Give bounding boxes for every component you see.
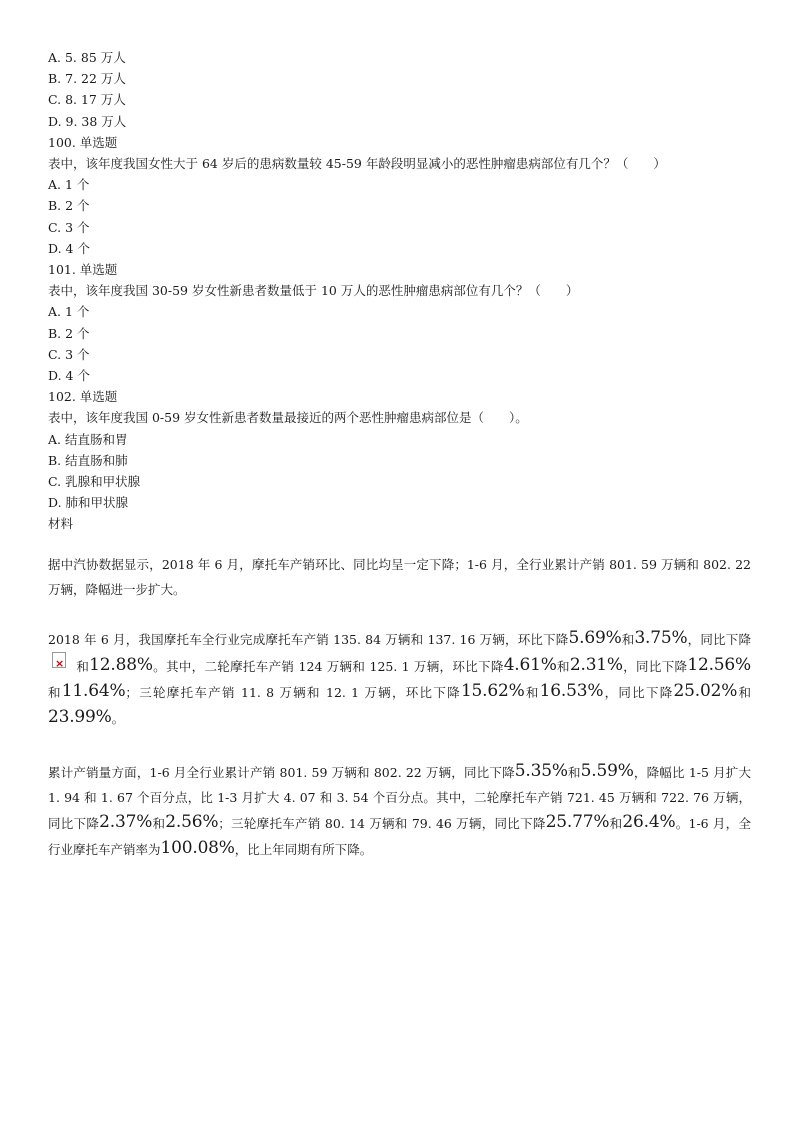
p2-text: 。其中，二轮摩托车产销 124 万辆和 125. 1 万辆，环比下降 (152, 658, 504, 674)
p3-text: 和 (152, 815, 166, 831)
p2-text: ，同比下降 (603, 684, 674, 700)
q102-option-c: C. 乳腺和甲状腺 (48, 474, 141, 490)
q102-option-d: D. 肺和甲状腺 (48, 495, 129, 511)
p2-text: 和 (48, 684, 62, 700)
p3-value: 2.56% (165, 811, 219, 832)
question-102-header: 102. 单选题 (48, 389, 118, 405)
p2-value: 5.69% (568, 627, 622, 648)
material-label: 材料 (48, 516, 74, 532)
p3-value: 100.08% (160, 837, 235, 858)
q101-option-d: D. 4 个 (48, 368, 90, 384)
option-b: B. 7. 22 万人 (48, 71, 126, 87)
p3-text: 累计产销量方面，1-6 月全行业累计产销 801. 59 万辆和 802. 22 万辆，同比下降 (48, 764, 515, 780)
question-101-header: 101. 单选题 (48, 262, 118, 278)
option-d: D. 9. 38 万人 (48, 113, 127, 129)
option-c: C. 8. 17 万人 (48, 92, 126, 108)
p3-text: ；三轮摩托车产销 80. 14 万辆和 79. 46 万辆，同比下降 (218, 815, 546, 831)
p2-text: ，同比下降 (622, 658, 688, 674)
p2-value: 12.88% (89, 654, 153, 675)
p2-value: 12.56% (687, 654, 751, 675)
material-paragraph-3 (48, 759, 751, 862)
p3-text: 。1-6 月，全行业摩托车产销率为 (48, 815, 751, 857)
q100-option-b: B. 2 个 (48, 198, 90, 214)
p2-value: 16.53% (539, 680, 604, 701)
p2-text: ；三轮摩托车产销 11. 8 万辆和 12. 1 万辆，环比下降 (125, 684, 461, 700)
p3-value: 26.4% (622, 811, 676, 832)
p2-value: 11.64% (61, 680, 126, 701)
p2-text: 和 (737, 684, 751, 700)
p2-text: 和 (621, 631, 635, 647)
p3-value: 5.59% (580, 760, 634, 781)
p2-value: 3.75% (634, 627, 688, 648)
p2-value: 15.62% (460, 680, 525, 701)
material-paragraph-2 (48, 626, 751, 731)
p2-value: 23.99% (48, 706, 112, 727)
material-paragraph-1: 据中汽协数据显示，2018 年 6 月，摩托车产销环比、同比均呈一定下降；1-6 月，全行业累计产销 801. 59 万辆和 802. 22 万辆，降幅进一步扩大。 (48, 556, 751, 597)
p3-text: 和 (609, 815, 623, 831)
q100-option-d: D. 4 个 (48, 240, 90, 256)
q101-option-a: A. 1 个 (48, 304, 90, 320)
question-101-text: 表中，该年度我国 30-59 岁女性新患者数量低于 10 万人的恶性肿瘤患病部位有几个？（ ） (48, 283, 579, 299)
q101-option-c: C. 3 个 (48, 346, 90, 362)
p2-text: 和 (556, 658, 570, 674)
question-100-header: 100. 单选题 (48, 134, 118, 150)
p2-value: 2.31% (569, 654, 623, 675)
q100-option-c: C. 3 个 (48, 219, 90, 235)
question-100-text: 表中，该年度我国女性大于 64 岁后的患病数量较 45-59 年龄段明显减小的恶性肿瘤患病部位有几个？（ ） (48, 156, 666, 172)
p3-text: 和 (567, 764, 581, 780)
question-102-text: 表中，该年度我国 0-59 岁女性新患者数量最接近的两个恶性肿瘤患病部位是（ ）。 (48, 410, 528, 426)
p2-text: ，同比下降 (687, 631, 751, 647)
p3-value: 2.37% (99, 811, 153, 832)
q102-option-a: A. 结直肠和胃 (48, 431, 128, 447)
p3-value: 5.35% (514, 760, 568, 781)
p2-text: 2018 年 6 月，我国摩托车全行业完成摩托车产销 135. 84 万辆和 137. 16 万辆，环比下降 (48, 631, 569, 647)
document-page (48, 47, 758, 862)
q101-option-b: B. 2 个 (48, 325, 90, 341)
option-a: A. 5. 85 万人 (48, 50, 126, 65)
p2-value: 4.61% (503, 654, 557, 675)
p2-text: 。 (111, 710, 125, 726)
p2-text: 和 (76, 658, 90, 674)
broken-image-icon (52, 652, 66, 668)
p3-value: 25.77% (545, 811, 610, 832)
p3-text: ，降幅比 1-5 月扩大 1. 94 和 1. 67 个百分点，比 1-3 月扩大 4. 07 和 3. 54 个百分点。其中，二轮摩托车产销 721. 45 万辆和 722. 76 万辆，同比下降 (48, 764, 751, 831)
q102-option-b: B. 结直肠和肺 (48, 452, 128, 468)
p3-text: ，比上年同期有所下降。 (234, 841, 373, 857)
q100-option-a: A. 1 个 (48, 177, 90, 193)
p2-value: 25.02% (673, 680, 738, 701)
p2-text: 和 (524, 684, 540, 700)
